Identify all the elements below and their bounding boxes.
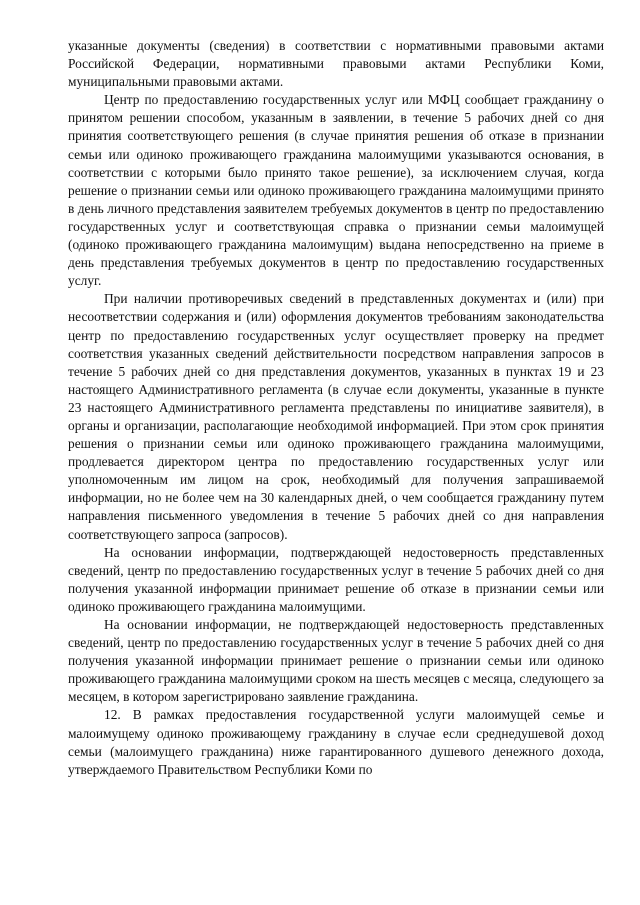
paragraph-notification-of-decision: Центр по предоставлению государственных услуг или МФЦ сообщает гражданину о принятом решении способом, указанным в заявлении, в течение 5 рабочих дней со дня принятия соответствующего решения (в случае принятия решения об отказе в признании семьи или одиноко проживающего гражданина малоимущими указываются основания, в соответствии с которыми было принято такое решение), за исключением случая, когда решение о признании семьи или одиноко проживающего гражданина малоимущими принято в день личного представления заявителем требуемых документов в центр по предоставлению государственных услуг и соответствующая справка о признании семьи малоимущей (одиноко проживающего гражданина малоимущим) выдана непосредственно на приеме в день представления требуемых документов в центр по предоставлению государственных услуг. xyxy=(68,92,604,289)
paragraph-recognition-decision: На основании информации, не подтверждающей недостоверность представленных сведений, центр по предоставлению государственных услуг в течение 5 рабочих дней со дня получения указанной информации принимает решение о признании семьи или одиноко проживающего гражданина малоимущими сроком на шесть месяцев с месяца, следующего за месяцем, в котором зарегистрировано заявление гражданина. xyxy=(68,617,604,705)
paragraph-continuation: указанные документы (сведения) в соответствии с нормативными правовыми актами Российской Федерации, нормативными правовыми актами Республики Коми, муниципальными правовыми актами. xyxy=(68,38,604,90)
paragraph-item-12: 12. В рамках предоставления государственной услуги малоимущей семье и малоимущему одиноко проживающему гражданину в случае если среднедушевой доход семьи (малоимущего гражданина) ниже гарантированного душевого денежного дохода, утверждаемого Правительством Республики Коми по xyxy=(68,707,604,777)
paragraph-verification-of-information: При наличии противоречивых сведений в представленных документах и (или) при несоответствии содержания и (или) оформления документов требованиям законодательства центр по предоставлению государственных услуг осуществляет проверку на предмет соответствия указанных сведений действительности посредством направления запросов в течение 5 рабочих дней со дня представления документов, указанных в пунктах 19 и 23 настоящего Административного регламента (в случае если документы, указанные в пункте 23 настоящего Административного регламента представлены по инициативе заявителя), в органы и организации, располагающие необходимой информацией. При этом срок принятия решения о признании семьи или одиноко проживающего гражданина малоимущими, продлевается директором центра по предоставлению государственных услуг или уполномоченным им лицом на срок, необходимый для получения запрашиваемой информации, но не более чем на 30 календарных дней, о чем сообщается гражданину путем направления письменного уведомления в течение 5 рабочих дней со дня направления соответствующего запроса (запросов). xyxy=(68,291,604,542)
paragraph-refusal-decision: На основании информации, подтверждающей недостоверность представленных сведений, центр по предоставлению государственных услуг в течение 5 рабочих дней со дня получения указанной информации принимает решение об отказе в признании семьи или одиноко проживающего гражданина малоимущими. xyxy=(68,544,604,614)
